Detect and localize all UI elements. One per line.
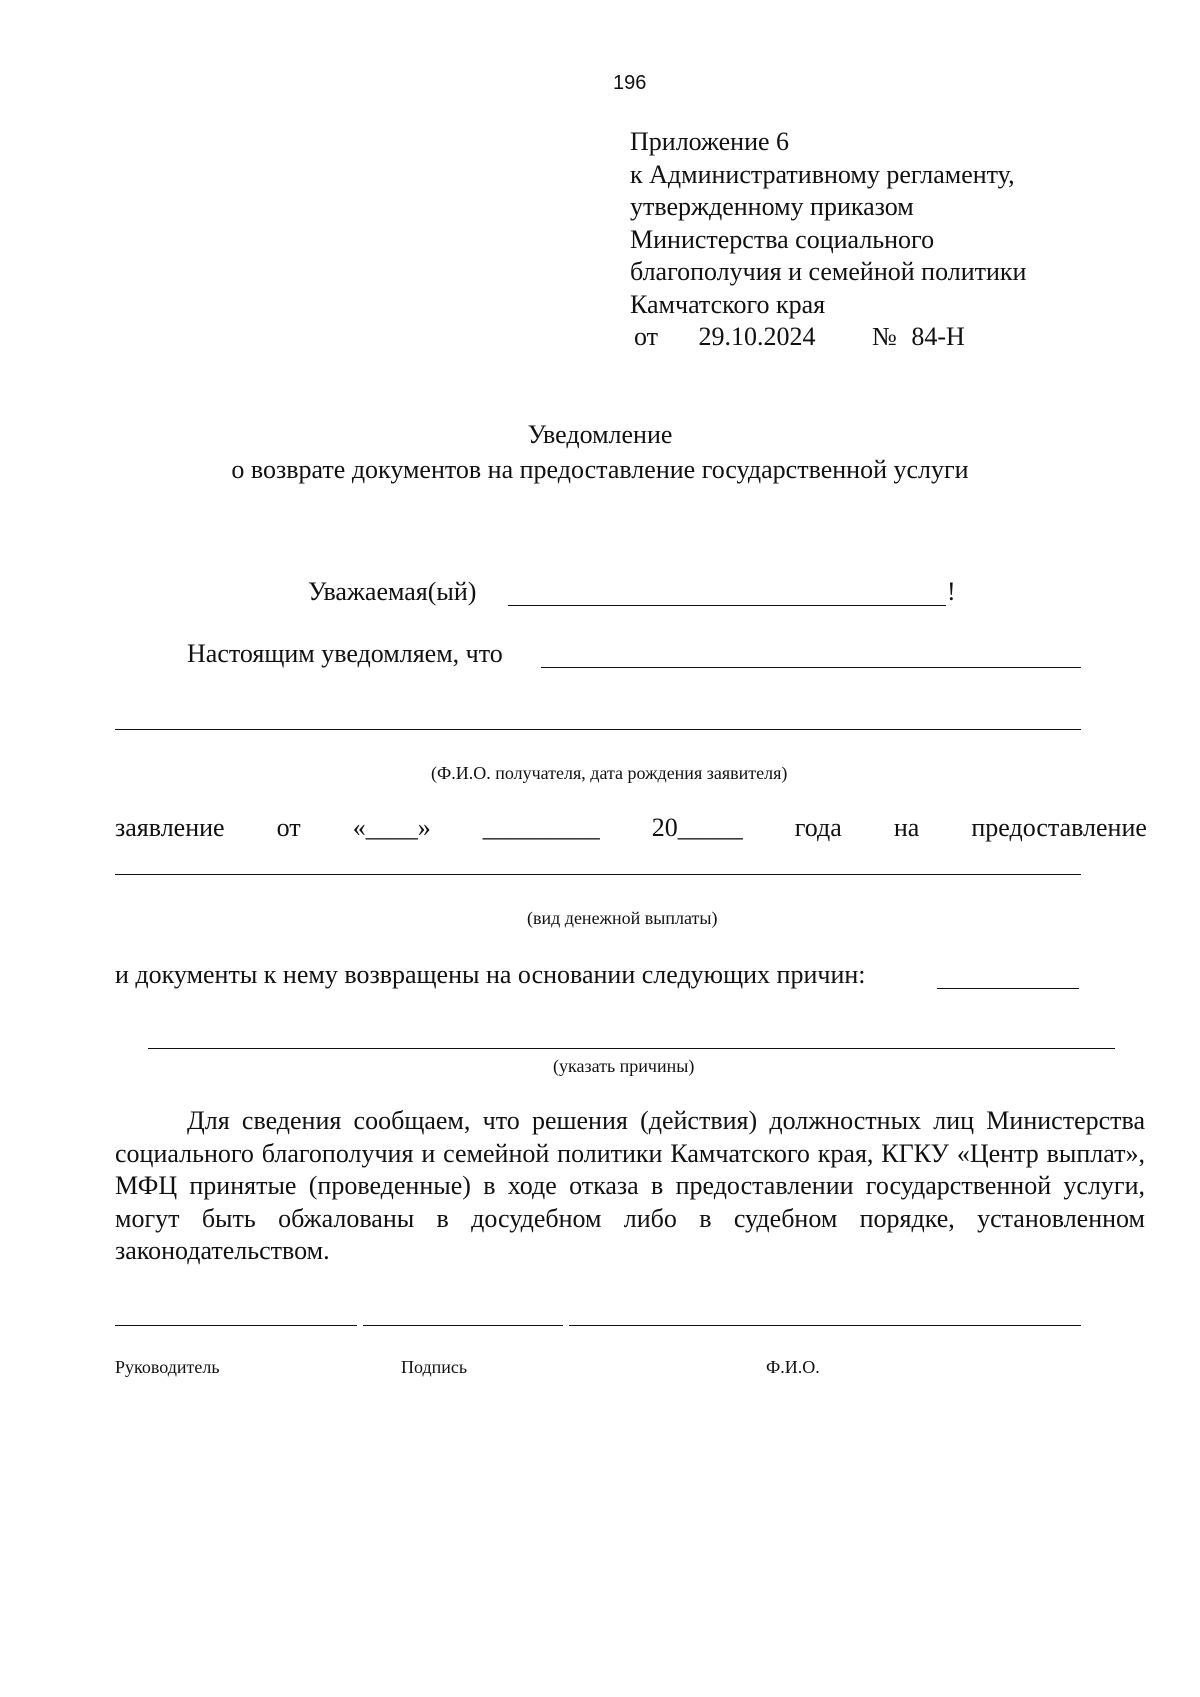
application-word: _________ bbox=[482, 813, 600, 842]
application-word: предоставление bbox=[971, 813, 1147, 842]
application-word: 20_____ bbox=[651, 813, 743, 842]
name-label: Ф.И.О. bbox=[766, 1357, 820, 1377]
application-word: от bbox=[276, 813, 301, 842]
sign-signature-line bbox=[363, 1325, 563, 1326]
notify-line bbox=[541, 667, 1081, 668]
returned-text: и документы к нему возвращены на основании следующих причин: bbox=[115, 960, 866, 989]
reasons-caption: (указать причины) bbox=[553, 1056, 695, 1076]
order-date-number bbox=[634, 321, 1026, 354]
head-label: Руководитель bbox=[115, 1357, 220, 1377]
appendix-line: Министерства социального bbox=[630, 224, 935, 254]
payment-line bbox=[115, 874, 1081, 875]
document-subtitle: о возврате документов на предоставление государственной услуги bbox=[231, 455, 969, 484]
application-word: заявление bbox=[115, 813, 225, 842]
notify-label: Настоящим уведомляем, что bbox=[187, 639, 503, 668]
application-word: «____» bbox=[352, 813, 431, 842]
recipient-caption: (Ф.И.О. получателя, дата рождения заявителя) bbox=[431, 763, 788, 783]
appendix-block bbox=[630, 126, 1026, 354]
reasons-line bbox=[148, 1048, 1115, 1049]
document-title: Уведомление bbox=[527, 420, 673, 449]
appeal-paragraph bbox=[115, 1105, 1145, 1268]
greeting-label: Уважаемая(ый) bbox=[308, 577, 477, 606]
appendix-line: благополучия и семейной политики bbox=[630, 257, 1027, 286]
recipient-line bbox=[115, 729, 1081, 730]
payment-caption: (вид денежной выплаты) bbox=[527, 908, 718, 928]
application-word: года bbox=[794, 813, 842, 842]
page-number: 196 bbox=[613, 72, 647, 94]
order-number: 84-Н bbox=[911, 322, 965, 351]
appendix-line: к Административному регламенту, bbox=[630, 159, 1015, 189]
greeting-end: ! bbox=[947, 577, 956, 606]
head-signature-line bbox=[115, 1325, 357, 1326]
appendix-line: утвержденному приказом bbox=[630, 192, 914, 221]
appendix-line: Камчатского края bbox=[630, 289, 826, 319]
date-prefix: от bbox=[634, 322, 659, 351]
sign-label: Подпись bbox=[401, 1357, 468, 1377]
number-prefix: № bbox=[872, 322, 897, 351]
application-word: на bbox=[893, 813, 920, 842]
appendix-line: Приложение 6 bbox=[630, 127, 790, 156]
greeting-name-line bbox=[508, 605, 946, 606]
name-signature-line bbox=[569, 1325, 1081, 1326]
returned-line bbox=[937, 988, 1079, 989]
application-line bbox=[115, 813, 1147, 843]
order-date: 29.10.2024 bbox=[698, 322, 816, 351]
appeal-paragraph-text: Для сведения сообщаем, что решения (действия) должностных лиц Министерства социального благополучия и семейной политики Камчатского края, КГКУ «Центр выплат», МФЦ принятые (проведенные) в ходе отказа в предоставлении государственной услуги, могут быть обжалованы в досудебном либо в судебном порядке, установленном законодательством. bbox=[115, 1106, 1145, 1265]
